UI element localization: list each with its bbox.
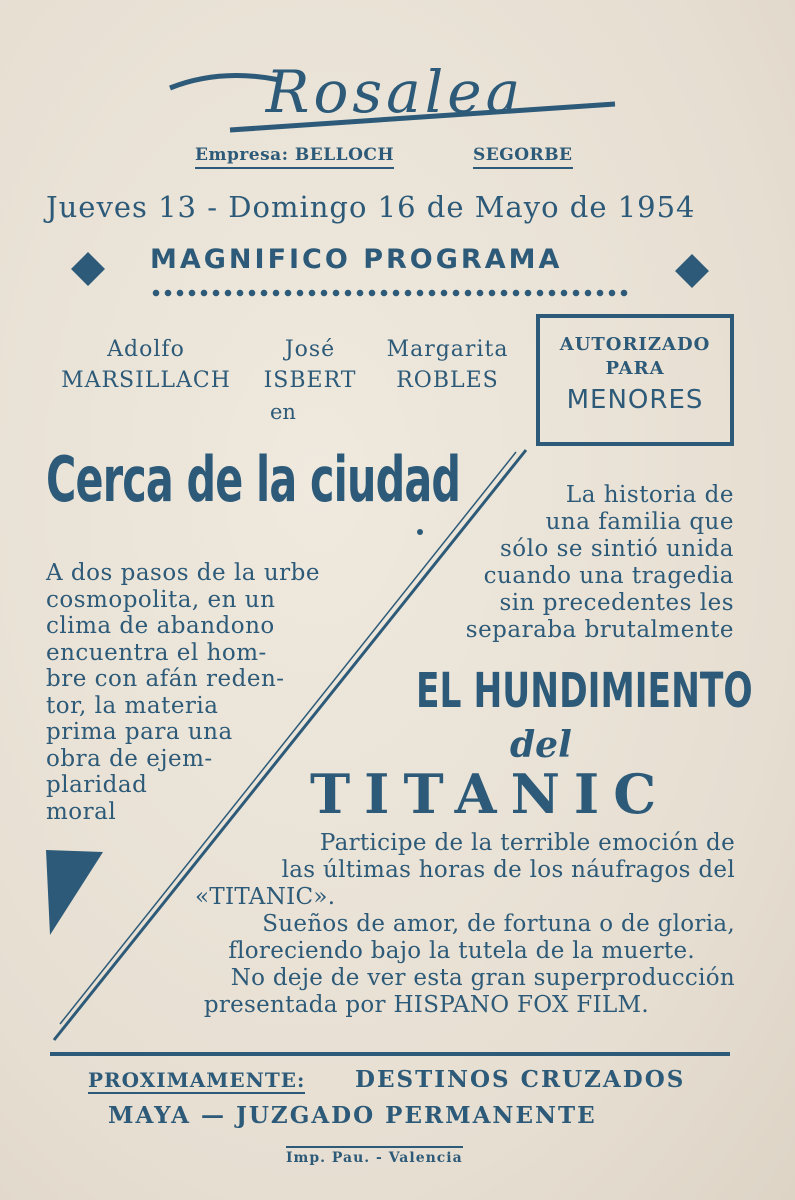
actor-first-name: Margarita (386, 337, 509, 362)
corner-triangle-icon (46, 850, 103, 935)
rating-line-2: PARA (605, 358, 665, 379)
en-label: en (270, 400, 296, 424)
actor-first-name: Adolfo (107, 337, 185, 362)
city-label: SEGORBE (473, 145, 573, 169)
footer-divider (50, 1052, 730, 1056)
film2-title-line2: del (510, 724, 572, 766)
film2-title-line1: EL HUNDIMIENTO (416, 662, 753, 719)
actor-last-name: MARSILLACH (61, 368, 231, 393)
program-title: MAGNIFICO PROGRAMA (150, 244, 563, 275)
empresa-label: Empresa: BELLOCH (195, 145, 394, 165)
proximamente-label: PROXIMAMENTE: (88, 1068, 306, 1092)
printer-credit: Imp. Pau. - Valencia (286, 1146, 463, 1166)
film1-title: Cerca de la ciudad (46, 444, 461, 517)
actor-first-name: José (284, 337, 336, 362)
film2-paragraph: Participe de la terrible emoción de las últimas horas de los náufragos del «TITANIC». Sueños de amor, de fortuna o de gloria, floreciendo bajo la tutela de la muerte. No deje de ver esta gran superproducción presentada por HISPANO FOX FILM. (195, 830, 735, 1018)
film1-description: A dos pasos de la urbe cosmopolita, en un clima de abandono encuentra el hom- bre con afán reden- tor, la materia prima para una obra de ejem- plaridad moral (46, 560, 320, 825)
rating-line-3: MENORES (566, 385, 704, 415)
rating-line-1: AUTORIZADO (559, 334, 711, 355)
actor-last-name: ISBERT (263, 368, 357, 393)
logo-text: Rosalea (265, 58, 525, 126)
film2-tagline: La historia de una familia que sólo se sintió unida cuando una tragedia sin precedentes les separaba brutalmente (465, 482, 734, 643)
upcoming-film-1: DESTINOS CRUZADOS (355, 1066, 686, 1093)
film2-title-line3: TITANIC (310, 762, 671, 826)
actor-last-name: ROBLES (396, 368, 499, 393)
upcoming-film-2: MAYA — JUZGADO PERMANENTE (108, 1102, 597, 1129)
show-dates: Jueves 13 - Domingo 16 de Mayo de 1954 (46, 190, 696, 224)
